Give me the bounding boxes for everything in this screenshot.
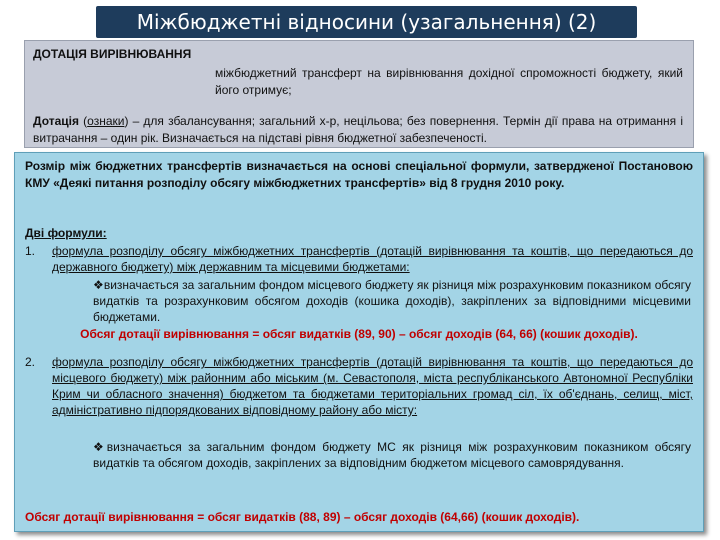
formula-item-2 <box>25 354 693 418</box>
formula-2: Обсяг дотації вирівнювання = обсяг видатків (88, 89) – обсяг доходів (64,66) (кошик доходів). <box>25 510 580 524</box>
item-2-number: 2. <box>25 355 36 369</box>
item-1-bullet <box>93 277 691 325</box>
diamond-bullet-icon: ❖ <box>93 278 104 292</box>
item-2-bullet <box>93 439 691 471</box>
two-formulas-heading: Дві формули: <box>25 226 107 240</box>
slide-title: Міжбюджетні відносини (узагальнення) (2) <box>96 6 637 38</box>
definition-heading: ДОТАЦІЯ ВИРІВНЮВАННЯ <box>33 47 192 61</box>
dotation-paragraph: Дотація (ознаки) – для збалансування; загальний х-р, нецільова; без повернення. Термін дії права на отримання і витрачання – один рік. Визначається на підставі рівня бюджетної забезпеченості. <box>33 114 683 145</box>
dotation-word: Дотація <box>33 114 79 128</box>
formula-1: Обсяг дотації вирівнювання = обсяг видатків (89, 90) – обсяг доходів (64, 66) (кошик доходів). <box>80 327 638 341</box>
formulas-box <box>14 152 704 532</box>
formula-item-1 <box>25 243 693 275</box>
item-2-text: формула розподілу обсягу міжбюджетних трансфертів (дотацій вирівнювання та коштів, що передаються до місцевого бюджету) між районним або міським (м. Севастополя, міста республіканського Автономної Республіки Крим чи обласного значення) бюджетом та бюджетами територіальних громад сіл, їх об'єднань, селищ, міст, адміністративно підпорядкованих відповідному району або місту: <box>52 355 693 417</box>
item-1-text: формула розподілу обсягу міжбюджетних трансфертів (дотацій вирівнювання та коштів, що передаються до державного бюджету) між державним та місцевими бюджетами: <box>52 244 693 274</box>
item-1-bullet-text: визначається за загальним фондом місцевого бюджету як різниця між розрахунковим показником обсягу видатків та розрахунковим обсягом доходів (кошика доходів), закріплених за відповідними місцевими бюджетами. <box>93 278 691 324</box>
intro-paragraph: Розмір між бюджетних трансфертів визначається на основі спеціальної формули, затвердженої Постановою КМУ «Деякі питання розподілу обсягу міжбюджетних трансфертів» від 8 грудня 2010 року. <box>25 159 693 190</box>
item-1-number: 1. <box>25 244 36 258</box>
diamond-bullet-icon: ❖ <box>93 440 107 454</box>
definition-box <box>24 40 694 148</box>
definition-text: міжбюджетний трансферт на вирівнювання дохідної спроможності бюджету, який його отримує; <box>215 66 683 97</box>
signs-link: ознаки <box>87 114 125 128</box>
dotation-rest: – для збалансування; загальний х-р, нецільова; без повернення. Термін дії права на отримання і витрачання – один рік. Визначається на підставі рівня бюджетної забезпеченості. <box>33 114 683 145</box>
item-2-bullet-text: визначається за загальним фондом бюджету МС як різниця між розрахунковим показником обсягу видатків та обсягом доходів, закріплених за відповідним бюджетом місцевого самоврядування. <box>93 440 691 470</box>
